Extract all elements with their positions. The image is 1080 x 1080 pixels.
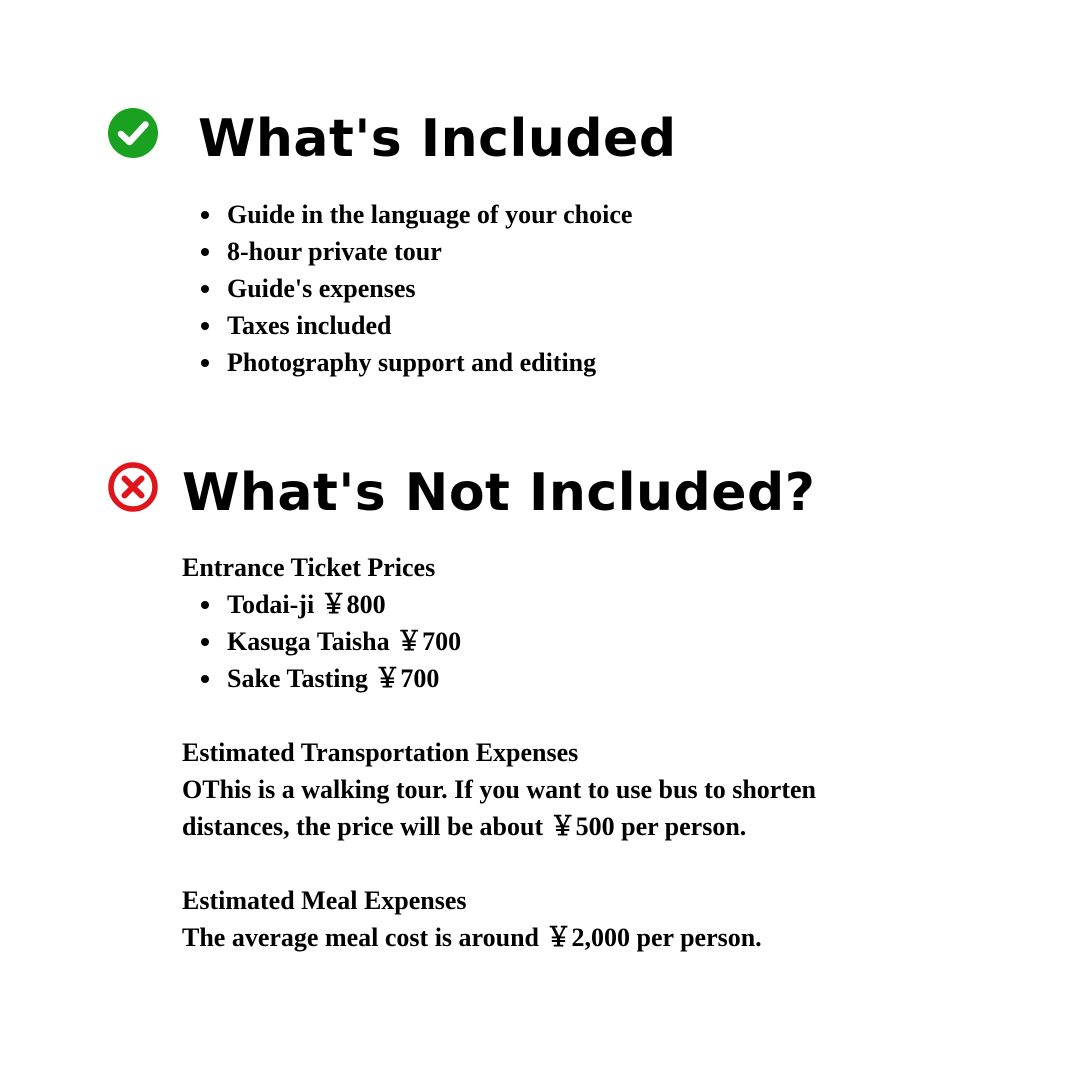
list-item: Guide's expenses [201,270,632,307]
x-circle-icon [107,461,159,513]
not-included-title: What's Not Included? [182,463,816,523]
list-item: Todai-ji ￥800 [201,586,461,623]
transportation-text-line-2: distances, the price will be about ￥500 per person. [182,812,747,841]
list-item: Photography support and editing [201,344,632,381]
list-item: Sake Tasting ￥700 [201,660,461,697]
list-item: Kasuga Taisha ￥700 [201,623,461,660]
meals-text: The average meal cost is around ￥2,000 per person. [182,923,762,952]
tickets-heading: Entrance Ticket Prices [182,553,436,582]
transportation-heading: Estimated Transportation Expenses [182,738,579,767]
meals-heading: Estimated Meal Expenses [182,886,467,915]
list-item: Taxes included [201,307,632,344]
check-circle-icon [107,107,159,159]
tickets-list [201,586,461,697]
included-list [201,196,632,381]
included-title: What's Included [198,109,677,169]
list-item: Guide in the language of your choice [201,196,632,233]
meals-block [182,882,762,956]
list-item: 8-hour private tour [201,233,632,270]
transportation-text-line-1: OThis is a walking tour. If you want to use bus to shorten [182,775,817,804]
transportation-block [182,734,816,845]
